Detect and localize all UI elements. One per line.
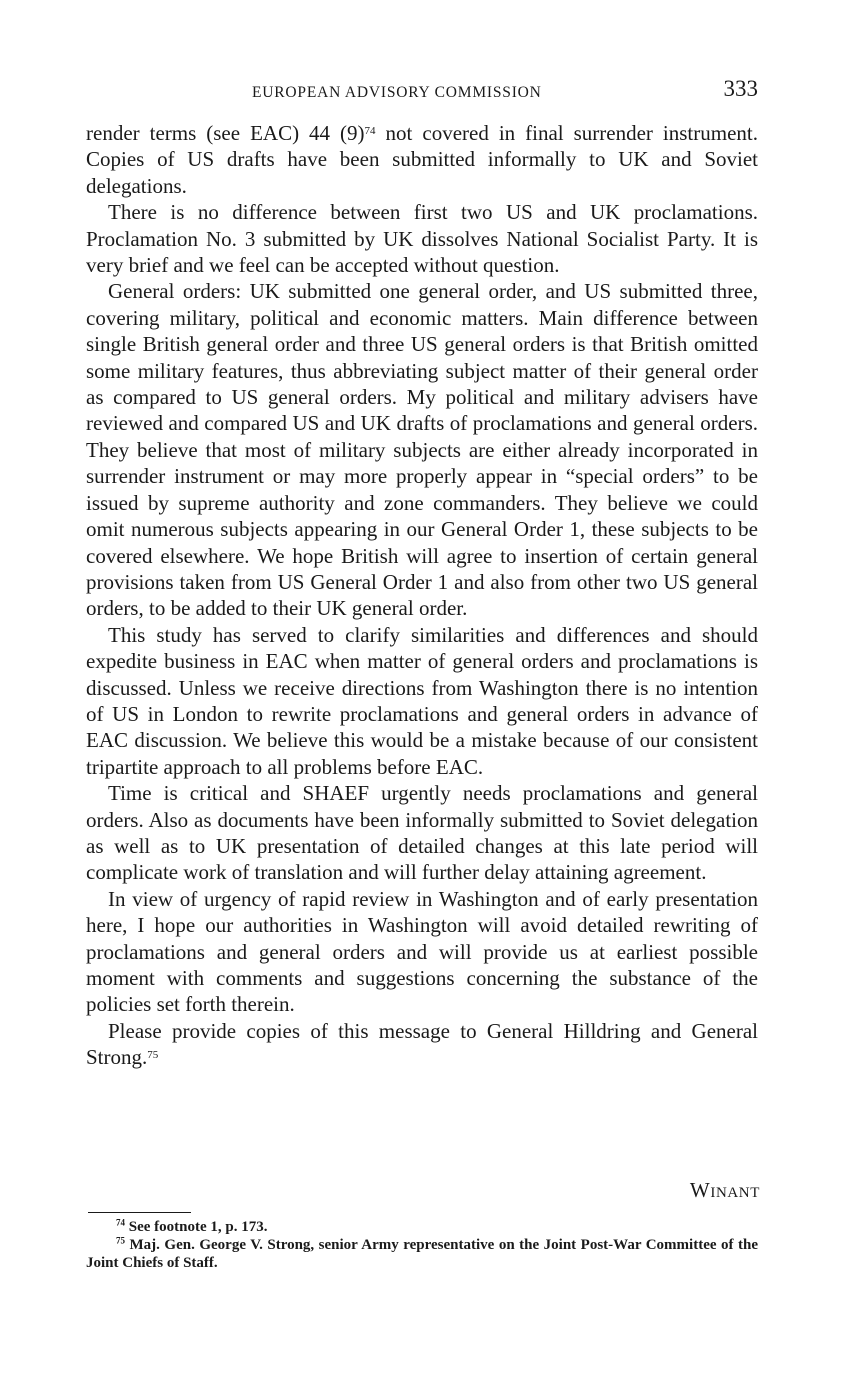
paragraph-1 [86, 120, 758, 199]
paragraph-2: There is no difference between first two US and UK proclamations. Proclamation No. 3 submitted by UK dissolves National Socialist Party. It is very brief and we feel can be accepted without question. [86, 200, 758, 278]
footnote-75 [86, 1236, 758, 1272]
running-head: EUROPEAN ADVISORY COMMISSION [252, 84, 542, 101]
footnote-ref-75: 75 [147, 1049, 159, 1062]
page-header [86, 78, 758, 108]
footnote-74 [86, 1218, 758, 1236]
paragraph-4: This study has served to clarify similarities and differences and should expedite business in EAC when matter of general orders and proclamations is discussed. Unless we receive directions from Washington there is no intention of US in London to rewrite proclamations and general orders in advance of EAC discussion. We believe this would be a mistake because of our consistent tripartite approach to all problems before EAC. [86, 622, 758, 779]
footnote-rule [88, 1212, 191, 1213]
footnote-mark-75: 75 [116, 1235, 125, 1246]
signature: Winant [689, 1178, 760, 1202]
footnote-74-text: See footnote 1, p. 173. [128, 1219, 268, 1235]
paragraph-3: General orders: UK submitted one general order, and US submitted three, covering military, political and economic matters. Main difference between single British general order and three US general orders is that British omitted some military features, thus abbreviating subject matter of their general order as compared to US general orders. My political and military advisers have reviewed and compared US and UK drafts of proclamations and general orders. They believe that most of military subjects are either already incorporated in surrender instrument or may more properly appear in “special orders” to be issued by supreme authority and zone commanders. They believe we could omit numerous subjects appearing in our General Order 1, these subjects to be covered elsewhere. We hope British will agree to insertion of certain general provisions taken from US General Order 1 and also from other two US general orders, to be added to their UK general order. [86, 279, 758, 621]
paragraph-1-text-b: not covered in final surrender instrument. Copies of US drafts have been submitted informally to UK and Soviet delegations. [86, 121, 758, 198]
footnote-ref-74: 74 [364, 124, 376, 137]
paragraph-6: In view of urgency of rapid review in Washington and of early presentation here, I hope our authorities in Washington will avoid detailed rewriting of proclamations and general orders and will provide us at earliest possible moment with comments and suggestions concerning the substance of the policies set forth therein. [86, 886, 758, 1017]
footnote-mark-74: 74 [116, 1217, 125, 1228]
page-number: 333 [723, 76, 758, 101]
paragraph-1-text-a: render terms (see EAC) 44 (9) [86, 121, 365, 145]
footnote-75-text: Maj. Gen. George V. Strong, senior Army representative on the Joint Post-War Committee of the Joint Chiefs of Staff. [86, 1237, 759, 1271]
footnotes [86, 1218, 758, 1272]
paragraph-5: Time is critical and SHAEF urgently needs proclamations and general orders. Also as documents have been informally submitted to Soviet delegation as well as to UK presentation of detailed changes at this late period will complicate work of translation and will further delay attaining agreement. [86, 781, 758, 885]
paragraph-7-text: Please provide copies of this message to General Hilldring and General Strong. [86, 1018, 758, 1070]
body-text [86, 120, 758, 1071]
paragraph-7 [86, 1018, 758, 1071]
